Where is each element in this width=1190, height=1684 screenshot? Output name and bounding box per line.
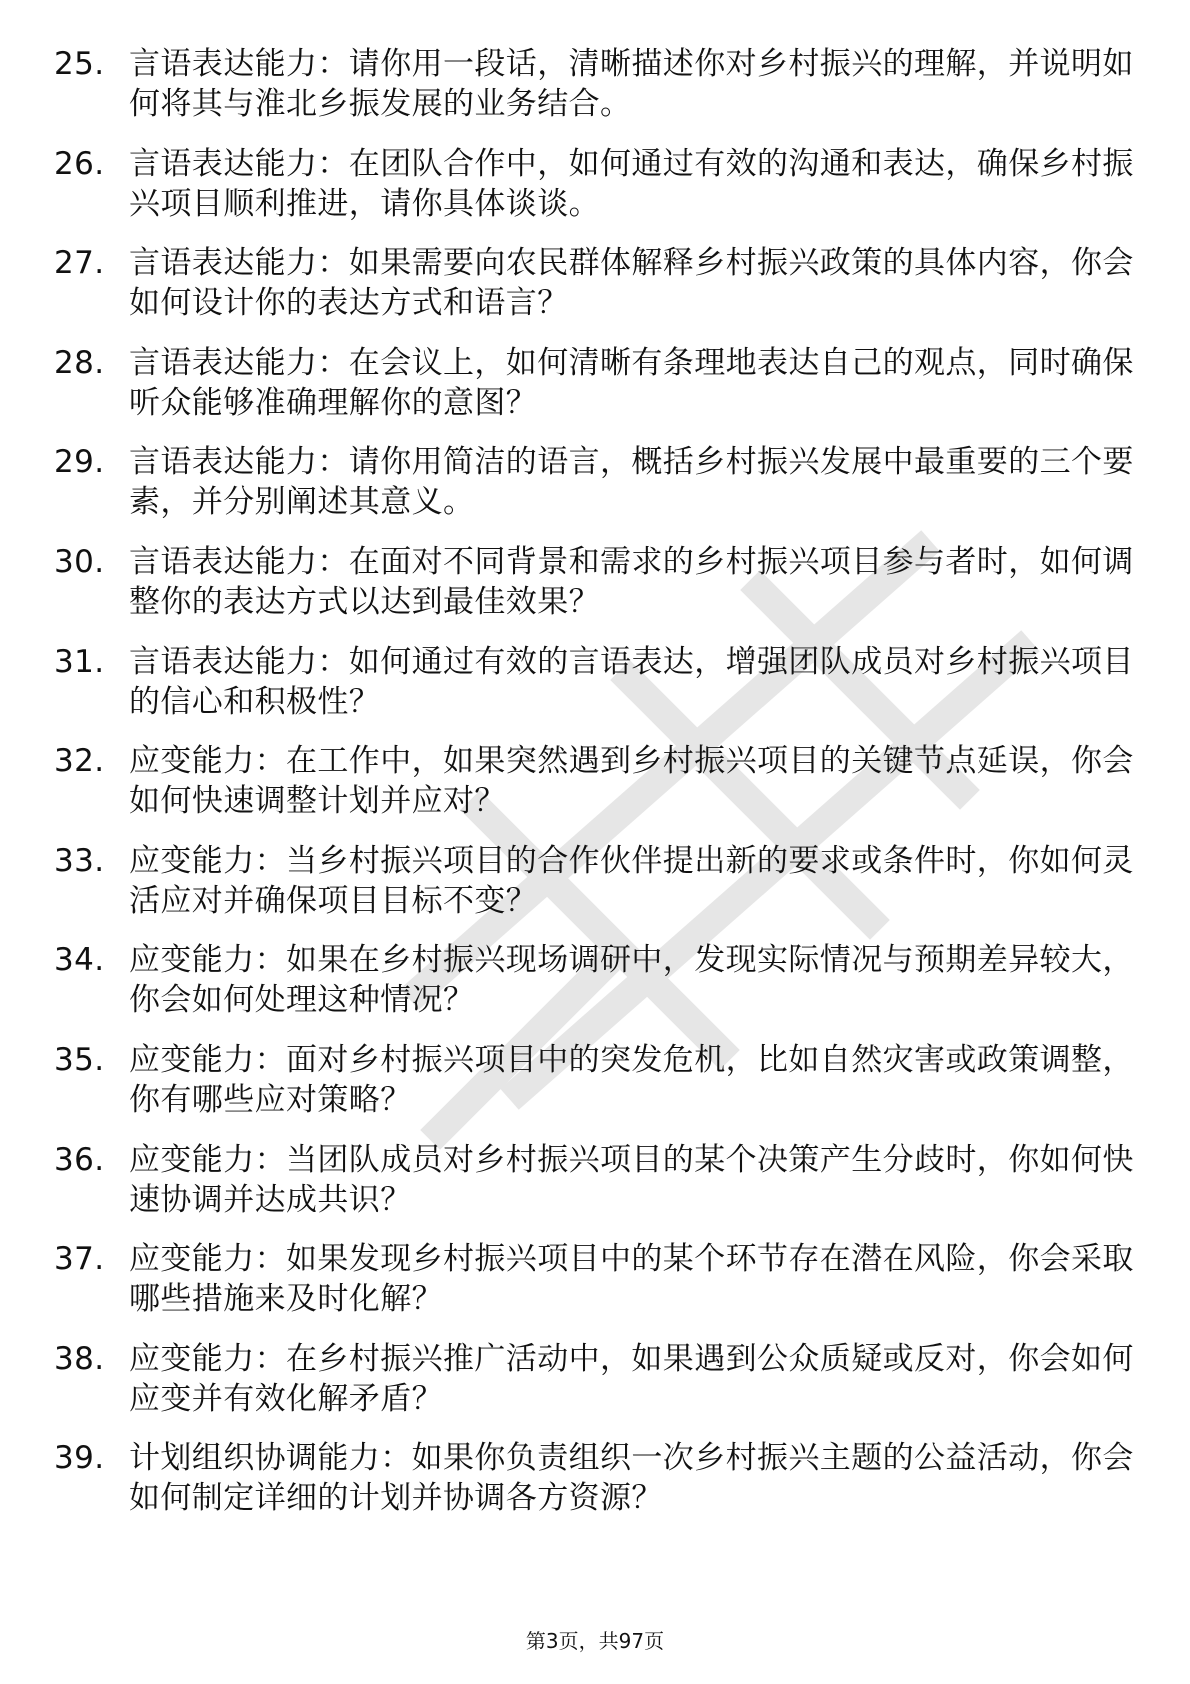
question-text: 应变能力：当乡村振兴项目的合作伙伴提出新的要求或条件时，你如何灵活应对并确保项目目标不变？ bbox=[129, 842, 1134, 919]
question-number: 38. bbox=[54, 1340, 105, 1377]
question-text: 应变能力：当团队成员对乡村振兴项目的某个决策产生分歧时，你如何快速协调并达成共识？ bbox=[129, 1141, 1134, 1218]
question-text: 言语表达能力：在团队合作中，如何通过有效的沟通和表达，确保乡村振兴项目顺利推进，请你具体谈谈。 bbox=[129, 145, 1134, 222]
question-number: 34. bbox=[54, 942, 105, 979]
question-item bbox=[54, 1239, 1134, 1319]
question-item bbox=[54, 243, 1134, 323]
question-item bbox=[54, 343, 1134, 423]
question-number: 37. bbox=[54, 1241, 105, 1278]
page-number-label: 第3页，共97页 bbox=[525, 1629, 665, 1653]
question-number: 27. bbox=[54, 245, 105, 282]
question-item bbox=[54, 44, 1134, 124]
question-number: 25. bbox=[54, 46, 105, 82]
question-item bbox=[54, 841, 1134, 921]
question-item bbox=[54, 542, 1134, 622]
question-item bbox=[54, 1438, 1134, 1518]
question-number: 31. bbox=[54, 643, 105, 680]
question-list bbox=[54, 44, 1134, 1538]
question-item bbox=[54, 1339, 1134, 1419]
page-footer bbox=[0, 1628, 1190, 1654]
question-number: 35. bbox=[54, 1041, 105, 1078]
question-text: 应变能力：如果发现乡村振兴项目中的某个环节存在潜在风险，你会采取哪些措施来及时化解？ bbox=[129, 1241, 1134, 1318]
question-item bbox=[54, 642, 1134, 722]
question-number: 28. bbox=[54, 344, 105, 381]
question-text: 应变能力：如果在乡村振兴现场调研中，发现实际情况与预期差异较大，你会如何处理这种情况？ bbox=[129, 942, 1134, 1019]
question-item bbox=[54, 1040, 1134, 1120]
question-text: 言语表达能力：在会议上，如何清晰有条理地表达自己的观点，同时确保听众能够准确理解你的意图？ bbox=[129, 344, 1134, 421]
question-text: 言语表达能力：在面对不同背景和需求的乡村振兴项目参与者时，如何调整你的表达方式以达到最佳效果？ bbox=[129, 543, 1134, 620]
question-item bbox=[54, 741, 1134, 821]
question-text: 应变能力：面对乡村振兴项目中的突发危机，比如自然灾害或政策调整，你有哪些应对策略？ bbox=[129, 1041, 1134, 1118]
question-number: 32. bbox=[54, 743, 105, 780]
question-number: 29. bbox=[54, 444, 105, 481]
question-text: 应变能力：在工作中，如果突然遇到乡村振兴项目的关键节点延误，你会如何快速调整计划并应对？ bbox=[129, 743, 1134, 820]
question-text: 言语表达能力：请你用简洁的语言，概括乡村振兴发展中最重要的三个要素，并分别阐述其意义。 bbox=[129, 444, 1134, 521]
question-number: 33. bbox=[54, 842, 105, 879]
question-text: 言语表达能力：请你用一段话，清晰描述你对乡村振兴的理解，并说明如何将其与淮北乡振发展的业务结合。 bbox=[129, 46, 1134, 122]
question-number: 39. bbox=[54, 1440, 105, 1477]
question-text: 计划组织协调能力：如果你负责组织一次乡村振兴主题的公益活动，你会如何制定详细的计划并协调各方资源？ bbox=[129, 1440, 1134, 1517]
question-item bbox=[54, 442, 1134, 522]
question-item bbox=[54, 1140, 1134, 1220]
question-number: 36. bbox=[54, 1141, 105, 1178]
question-number: 26. bbox=[54, 145, 105, 182]
question-text: 言语表达能力：如果需要向农民群体解释乡村振兴政策的具体内容，你会如何设计你的表达方式和语言？ bbox=[129, 245, 1134, 322]
question-number: 30. bbox=[54, 543, 105, 580]
question-text: 言语表达能力：如何通过有效的言语表达，增强团队成员对乡村振兴项目的信心和积极性？ bbox=[129, 643, 1134, 720]
question-item bbox=[54, 940, 1134, 1020]
question-text: 应变能力：在乡村振兴推广活动中，如果遇到公众质疑或反对，你会如何应变并有效化解矛盾？ bbox=[129, 1340, 1134, 1417]
question-item bbox=[54, 144, 1134, 224]
